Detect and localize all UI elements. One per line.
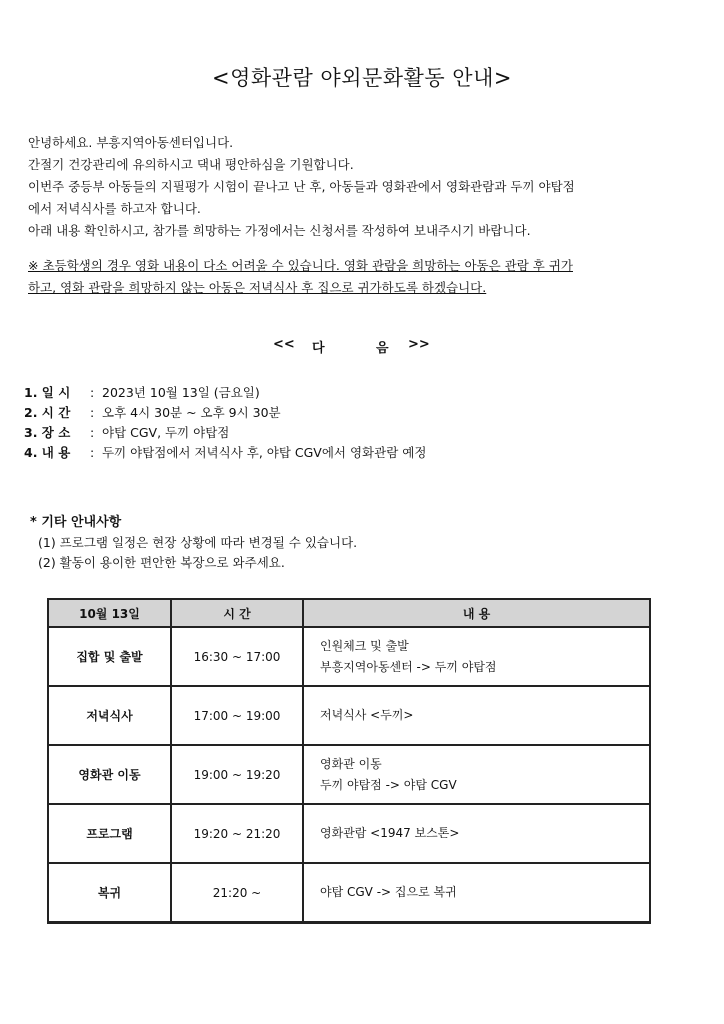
time-cell: 16:30 ~ 17:00: [171, 627, 303, 686]
table-row: [48, 686, 650, 745]
schedule-table: [47, 598, 651, 924]
heading-char: 다: [312, 341, 325, 356]
detail-label: 1. 일 시: [24, 385, 71, 400]
content-line: 두끼 야탑점 -> 야탑 CGV: [320, 777, 457, 792]
details-list: [24, 383, 426, 463]
detail-row-date: [24, 383, 426, 403]
content-cell: [303, 686, 650, 745]
section-heading: [0, 333, 724, 357]
document-title: <영화관람 야외문화활동 안내>: [212, 66, 512, 90]
content-line: 저녁식사 <두끼>: [320, 708, 414, 722]
detail-colon: :: [90, 445, 95, 460]
content-cell: [303, 627, 650, 686]
etc-notes: [30, 513, 357, 573]
time-cell: 19:00 ~ 19:20: [171, 745, 303, 804]
table-row: [48, 627, 650, 686]
table-row: [48, 863, 650, 923]
detail-row-place: [24, 423, 426, 443]
content-cell: [303, 804, 650, 863]
content-line: 부흥지역아동센터 -> 두끼 야탑점: [320, 659, 497, 674]
table-row: [48, 745, 650, 804]
etc-item: (1) 프로그램 일정은 현장 상황에 따라 변경될 수 있습니다.: [38, 535, 358, 550]
activity-cell: 프로그램: [48, 804, 171, 863]
detail-value: 야탑 CGV, 두끼 야탑점: [102, 425, 230, 440]
intro-line: 간절기 건강관리에 유의하시고 댁내 평안하심을 기원합니다.: [28, 157, 354, 172]
activity-cell: 집합 및 출발: [48, 627, 171, 686]
heading-open: <<: [273, 337, 295, 352]
intro-line: 아래 내용 확인하시고, 참가를 희망하는 가정에서는 신청서를 작성하여 보내주시기 바랍니다.: [28, 223, 531, 238]
table-header-row: [48, 599, 650, 627]
detail-value: 오후 4시 30분 ~ 오후 9시 30분: [102, 405, 281, 420]
detail-value: 2023년 10월 13일 (금요일): [102, 385, 260, 400]
time-cell: 21:20 ~: [171, 863, 303, 923]
notice-paragraph: [28, 255, 688, 299]
detail-row-content: [24, 443, 426, 463]
detail-colon: :: [90, 385, 95, 400]
intro-line: 에서 저녁식사를 하고자 합니다.: [28, 201, 201, 216]
heading-close: >>: [408, 337, 430, 352]
heading-char: 음: [376, 341, 389, 356]
header-date: 10월 13일: [48, 599, 171, 627]
notice-line: ※ 초등학생의 경우 영화 내용이 다소 어려울 수 있습니다. 영화 관람을 희망하는 아동은 관람 후 귀가: [28, 258, 573, 273]
activity-cell: 저녁식사: [48, 686, 171, 745]
detail-colon: :: [90, 405, 95, 420]
content-cell: [303, 863, 650, 923]
header-content: 내 용: [303, 599, 650, 627]
intro-paragraph: [28, 132, 688, 242]
detail-label: 4. 내 용: [24, 445, 71, 460]
detail-label: 3. 장 소: [24, 425, 71, 440]
detail-value: 두끼 야탑점에서 저녁식사 후, 야탑 CGV에서 영화관람 예정: [102, 445, 427, 460]
etc-title: * 기타 안내사항: [30, 515, 122, 530]
content-line: 인원체크 및 출발: [320, 638, 409, 653]
detail-row-time: [24, 403, 426, 423]
etc-item: (2) 활동이 용이한 편안한 복장으로 와주세요.: [38, 555, 285, 570]
detail-colon: :: [90, 425, 95, 440]
intro-line: 안녕하세요. 부흥지역아동센터입니다.: [28, 135, 234, 150]
content-cell: [303, 745, 650, 804]
time-cell: 17:00 ~ 19:00: [171, 686, 303, 745]
content-line: 야탑 CGV -> 집으로 복귀: [320, 885, 457, 899]
time-cell: 19:20 ~ 21:20: [171, 804, 303, 863]
activity-cell: 복귀: [48, 863, 171, 923]
content-line: 영화관 이동: [320, 756, 382, 771]
content-line: 영화관람 <1947 보스톤>: [320, 826, 460, 840]
activity-cell: 영화관 이동: [48, 745, 171, 804]
notice-line: 하고, 영화 관람을 희망하지 않는 아동은 저녁식사 후 집으로 귀가하도록 하겠습니다.: [28, 280, 487, 295]
detail-label: 2. 시 간: [24, 405, 71, 420]
table-row: [48, 804, 650, 863]
intro-line: 이번주 중등부 아동들의 지필평가 시험이 끝나고 난 후, 아동들과 영화관에서 영화관람과 두끼 야탑점: [28, 179, 575, 194]
header-time: 시 간: [171, 599, 303, 627]
